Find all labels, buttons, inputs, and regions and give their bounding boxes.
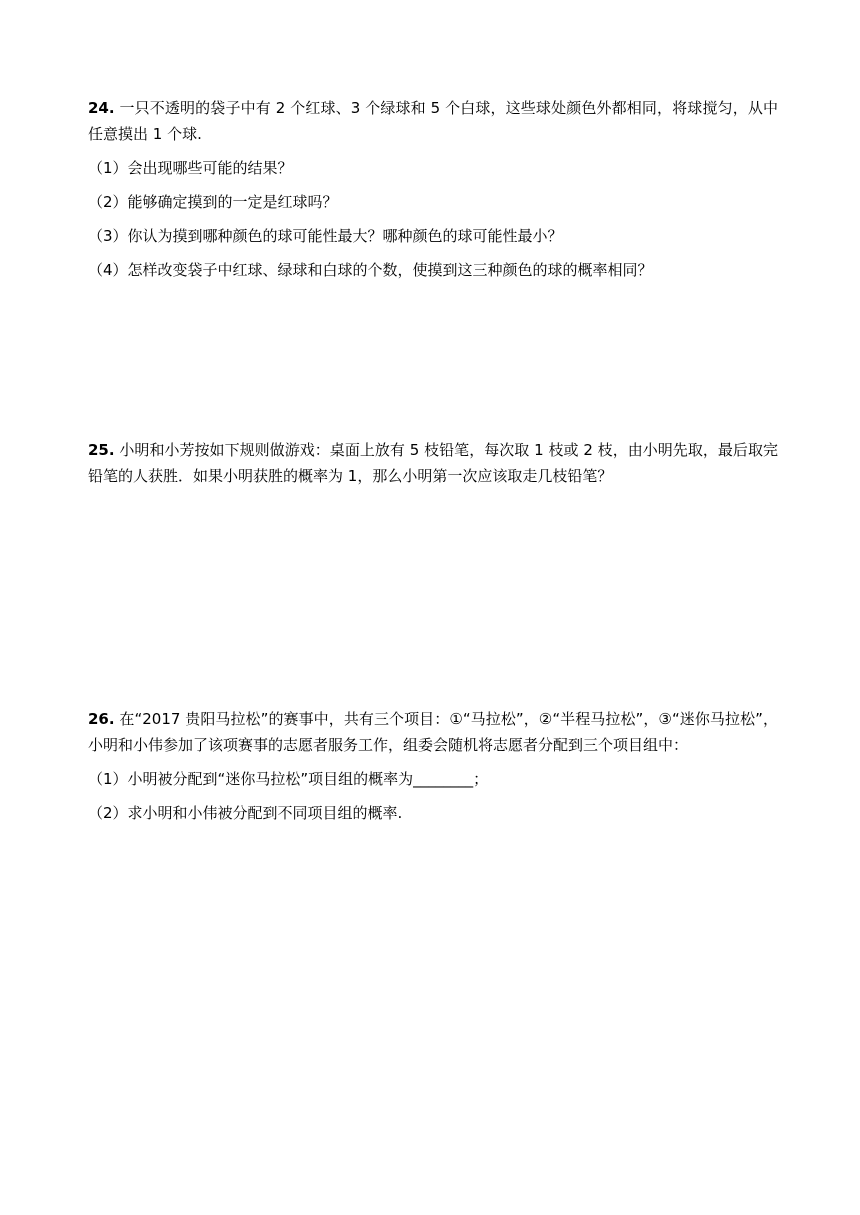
problem-text: 一只不透明的袋子中有 2 个红球、3 个绿球和 5 个白球，这些球处颜色外都相同，将球搅匀，从中任意摸出 1 个球. [88, 99, 778, 143]
problem-number: 25. [88, 441, 115, 459]
problem-24 [88, 95, 778, 283]
problem-25 [88, 437, 778, 489]
sub-question-4: （4）怎样改变袋子中红球、绿球和白球的个数，使摸到这三种颜色的球的概率相同？ [88, 261, 653, 279]
problem-number: 24. [88, 99, 115, 117]
problem-stem [88, 437, 778, 489]
problem-stem [88, 95, 778, 147]
sub-question-1: （1）小明被分配到“迷你马拉松”项目组的概率为________； [88, 770, 489, 788]
problem-text: 小明和小芳按如下规则做游戏：桌面上放有 5 枝铅笔，每次取 1 枝或 2 枝，由小明先取，最后取完铅笔的人获胜．如果小明获胜的概率为 1，那么小明第一次应该取走几枝铅笔？ [88, 441, 778, 485]
problem-stem [88, 706, 778, 758]
problem-text: 在“2017 贵阳马拉松”的赛事中，共有三个项目：①“马拉松”，②“半程马拉松”，③“迷你马拉松”，小明和小伟参加了该项赛事的志愿者服务工作，组委会随机将志愿者分配到三个项目组中： [88, 710, 778, 754]
sub-question-2: （2）能够确定摸到的一定是红球吗？ [88, 193, 338, 211]
sub-question-3: （3）你认为摸到哪种颜色的球可能性最大？哪种颜色的球可能性最小？ [88, 227, 563, 245]
sub-question-1: （1）会出现哪些可能的结果？ [88, 159, 293, 177]
problem-number: 26. [88, 710, 115, 728]
problem-26 [88, 706, 778, 826]
sub-question-2: （2）求小明和小伟被分配到不同项目组的概率. [88, 804, 403, 822]
